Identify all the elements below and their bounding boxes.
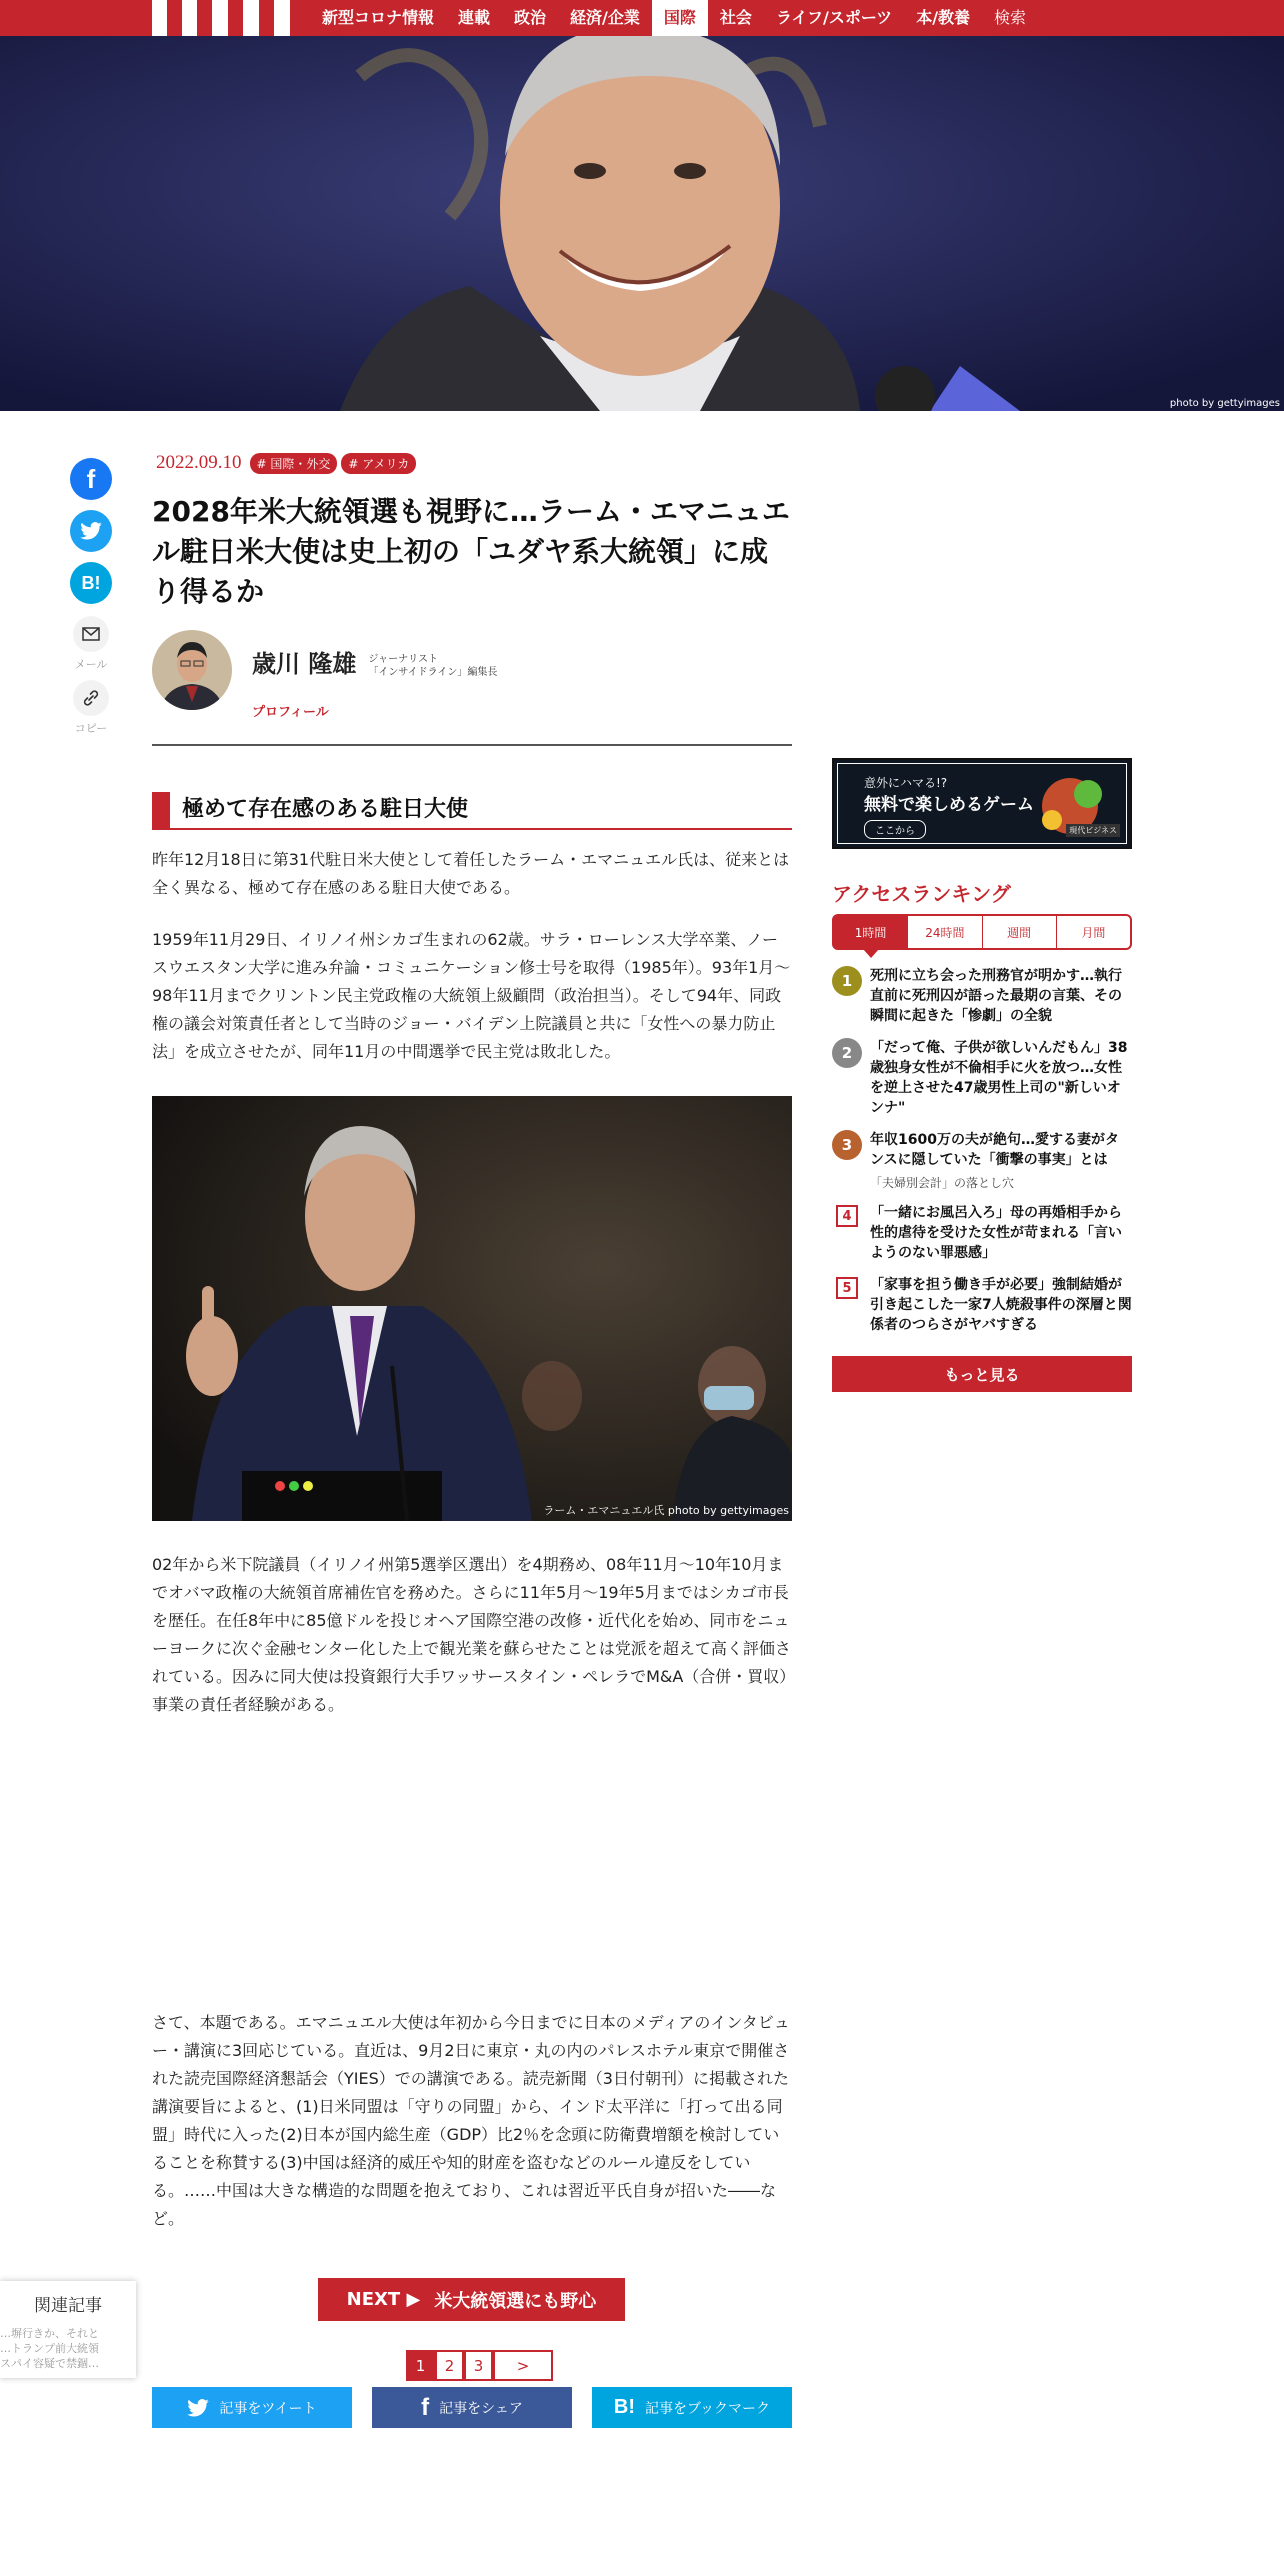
nav-menu bbox=[310, 0, 1038, 36]
ad-line2: 無料で楽しめるゲーム bbox=[864, 795, 1034, 815]
ranking-item[interactable] bbox=[832, 1275, 1132, 1335]
author-role-org: 「インサイドライン」編集長 bbox=[368, 667, 498, 678]
next-label: NEXT ▶ bbox=[346, 2289, 421, 2310]
ranking-item-title: 「一緒にお風呂入ろ」母の再婚相手から性的虐待を受けた女性が苛まれる「言いようのない罪悪感」 bbox=[870, 1205, 1122, 1261]
ranking-item-title: 「家事を担う働き手が必要」強制結婚が引き起こした一家7人焼殺事件の深層と関係者のつらさがヤバすぎる bbox=[870, 1277, 1132, 1333]
article-photo bbox=[152, 1096, 792, 1521]
nav-item-books[interactable]: 本/教養 bbox=[916, 8, 971, 27]
author-name[interactable]: 歳川 隆雄 bbox=[252, 650, 357, 678]
article-title: 2028年米大統領選も視野に…ラーム・エマニュエル駐日米大使は史上初の「ユダヤ系大統領」に成り得るか bbox=[152, 495, 790, 608]
next-page-button[interactable] bbox=[318, 2278, 625, 2321]
mail-icon bbox=[82, 627, 100, 641]
tag-america[interactable]: # アメリカ bbox=[341, 453, 416, 474]
profile-link[interactable]: プロフィール bbox=[252, 705, 329, 720]
page-2[interactable]: 2 bbox=[435, 2350, 464, 2381]
page-next[interactable]: > bbox=[493, 2350, 553, 2381]
twitter-icon bbox=[187, 2399, 209, 2417]
author-avatar[interactable] bbox=[152, 630, 232, 710]
rank-badge: 4 bbox=[836, 1205, 858, 1227]
header-divider bbox=[152, 744, 792, 746]
more-ranking-button[interactable]: もっと見る bbox=[832, 1356, 1132, 1392]
ad-brand: 現代ビジネス bbox=[1066, 824, 1120, 837]
mail-label: メール bbox=[74, 658, 108, 671]
facebook-share-button[interactable] bbox=[70, 458, 112, 500]
article-paragraph: 02年から米下院議員（イリノイ州第5選挙区選出）を4期務め、08年11月～10年10月までオバマ政権の大統領首席補佐官を務めた。さらに11年5月～19年5月まではシカゴ市長を歴任。在任8年中に85億ドルを投じオヘア国際空港の改修・近代化を始め、同市をニューヨークに次ぐ金融センター化した上で観光業を蘇らせたことは党派を超えて高く評価されている。因みに同大使は投資銀行大手ワッサースタイン・ペレラでM&A（合併・買収）事業の責任者経験がある。 bbox=[152, 1555, 791, 1714]
article-paragraph: 1959年11月29日、イリノイ州シカゴ生まれの62歳。サラ・ローレンス大学卒業、ノースウエスタン大学に進み弁論・コミュニケーション修士号を取得（1985年）。93年1月～98年11月までクリントン民主党政権の大統領上級顧問（政治担当）。そして94年、同政権の議会対策責任者として当時のジョー・バイデン上院議員と共に「女性への暴力防止法」を成立させたが、同年11月の中間選挙で民主党は敗北した。 bbox=[152, 930, 791, 1061]
twitter-share-button[interactable] bbox=[70, 510, 112, 552]
author-block bbox=[152, 630, 792, 720]
facebook-label: 記事をシェア bbox=[439, 2400, 523, 2417]
site-logo[interactable] bbox=[152, 0, 290, 36]
ranking-item-title: 年収1600万の夫が絶句…愛する妻がタンスに隠していた「衝撃の事実」とは bbox=[870, 1132, 1119, 1168]
related-line: スパイ容疑で禁錮… bbox=[0, 2357, 99, 2370]
ad-cta[interactable]: ここから bbox=[864, 820, 926, 839]
hatena-label: 記事をブックマーク bbox=[645, 2400, 771, 2417]
hatena-button[interactable] bbox=[592, 2387, 792, 2428]
tag-international[interactable]: # 国際・外交 bbox=[250, 453, 338, 474]
nav-item-international[interactable]: 国際 bbox=[652, 0, 708, 36]
hero-photo bbox=[0, 36, 1284, 411]
hatena-bookmark-button[interactable] bbox=[70, 562, 112, 604]
tab-24hours[interactable]: 24時間 bbox=[908, 916, 982, 948]
related-title: 関連記事 bbox=[34, 2296, 102, 2316]
nav-item-series[interactable]: 連載 bbox=[458, 8, 491, 27]
ranking-item-title: 「だって俺、子供が欲しいんだもん」38歳独身女性が不倫相手に火を放つ…女性を逆上させた47歳男性上司の"新しいオンナ" bbox=[870, 1040, 1128, 1116]
ranking-tabs bbox=[832, 914, 1132, 950]
author-info bbox=[252, 630, 497, 720]
tweet-label: 記事をツイート bbox=[219, 2400, 317, 2417]
emanuel-photo bbox=[152, 1096, 792, 1521]
page-3[interactable]: 3 bbox=[464, 2350, 493, 2381]
share-rail bbox=[68, 458, 114, 736]
related-line: …トランプ前大統領 bbox=[0, 2342, 99, 2355]
ranking-list bbox=[832, 966, 1132, 1347]
article-paragraph: さて、本題である。エマニュエル大使は年初から今日までに日本のメディアのインタビュー・講演に3回応じている。直近は、9月2日に東京・丸の内のパレスホテル東京で開催された読売国際経済懇話会（YIES）での講演である。読売新聞（3日付朝刊）に掲載された講演要旨によると、(1)日米同盟は「守りの同盟」から、インド太平洋に「打って出る同盟」時代に入った(2)日本が国内総生産（GDP）比2％を念頭に防衛費増額を検討していることを称賛する(3)中国は経済的威圧や知的財産を盗むなどのルール違反をしている。……中国は大きな構造的な問題を抱えており、これは習近平氏自身が招いた――など。 bbox=[152, 2013, 790, 2228]
ranking-item[interactable] bbox=[832, 1130, 1132, 1191]
twitter-icon bbox=[80, 522, 102, 540]
facebook-icon: f bbox=[421, 2393, 430, 2421]
nav-item-corona[interactable]: 新型コロナ情報 bbox=[322, 8, 435, 27]
nav-item-society[interactable]: 社会 bbox=[719, 8, 752, 27]
copy-link-button[interactable] bbox=[73, 680, 109, 716]
ranking-item[interactable] bbox=[832, 1038, 1132, 1118]
link-icon bbox=[82, 689, 100, 707]
ad-frame bbox=[837, 763, 1127, 844]
mail-share-button[interactable] bbox=[73, 616, 109, 652]
hero-image bbox=[0, 36, 1284, 411]
nav-item-life-sports[interactable]: ライフ/スポーツ bbox=[775, 8, 893, 27]
article-meta bbox=[152, 452, 792, 474]
hatena-icon: B! bbox=[81, 572, 101, 593]
related-articles-widget[interactable] bbox=[0, 2281, 136, 2378]
ranking-item-title: 死刑に立ち会った刑務官が明かす…執行直前に死刑囚が語った最期の言葉、その瞬間に起きた「惨劇」の全貌 bbox=[870, 968, 1122, 1024]
related-line: …塀行きか、それと bbox=[0, 2327, 99, 2340]
tab-1hour[interactable]: 1時間 bbox=[834, 916, 908, 948]
hatena-icon: B! bbox=[613, 2396, 636, 2418]
author-photo bbox=[152, 630, 232, 710]
facebook-icon: f bbox=[86, 463, 96, 494]
tab-weekly[interactable]: 週間 bbox=[983, 916, 1057, 948]
author-role bbox=[368, 653, 497, 679]
article-header bbox=[152, 452, 792, 720]
related-snippet bbox=[0, 2326, 136, 2371]
facebook-button[interactable] bbox=[372, 2387, 572, 2428]
nav-item-economy[interactable]: 経済/企業 bbox=[570, 8, 640, 27]
rank-badge-gold: 1 bbox=[832, 966, 862, 996]
photo-caption: ラーム・エマニュエル氏 photo by gettyimages bbox=[543, 1504, 789, 1517]
article-paragraph: 昨年12月18日に第31代駐日米大使として着任したラーム・エマニュエル氏は、従来とは全く異なる、極めて存在感のある駐日大使である。 bbox=[152, 850, 790, 897]
section-heading: 極めて存在感のある駐日大使 bbox=[152, 792, 792, 830]
hero-credit: photo by gettyimages bbox=[1169, 398, 1280, 409]
ad-line1: 意外にハマる!? bbox=[864, 776, 948, 790]
rank-badge-bronze: 3 bbox=[832, 1130, 862, 1160]
ranking-item[interactable] bbox=[832, 1203, 1132, 1263]
top-nav bbox=[0, 0, 1284, 36]
rank-badge: 5 bbox=[836, 1277, 858, 1299]
ranking-title: アクセスランキング bbox=[832, 882, 1011, 906]
tweet-button[interactable] bbox=[152, 2387, 352, 2428]
next-title: 米大統領選にも野心 bbox=[434, 2290, 597, 2312]
sidebar-ad[interactable] bbox=[832, 758, 1132, 849]
nav-item-politics[interactable]: 政治 bbox=[514, 8, 547, 27]
article-date: 2022.09.10 bbox=[156, 452, 242, 473]
ranking-item[interactable] bbox=[832, 966, 1132, 1026]
copy-label: コピー bbox=[74, 722, 108, 735]
pagination bbox=[406, 2350, 553, 2381]
page-1[interactable]: 1 bbox=[406, 2350, 435, 2381]
nav-item-search[interactable]: 検索 bbox=[994, 8, 1027, 27]
tab-monthly[interactable]: 月間 bbox=[1081, 925, 1106, 940]
rank-badge-silver: 2 bbox=[832, 1038, 862, 1068]
ranking-item-subtitle: 「夫婦別会計」の落とし穴 bbox=[870, 1176, 1015, 1190]
author-role-title: ジャーナリスト bbox=[368, 654, 438, 665]
share-buttons bbox=[152, 2387, 792, 2428]
